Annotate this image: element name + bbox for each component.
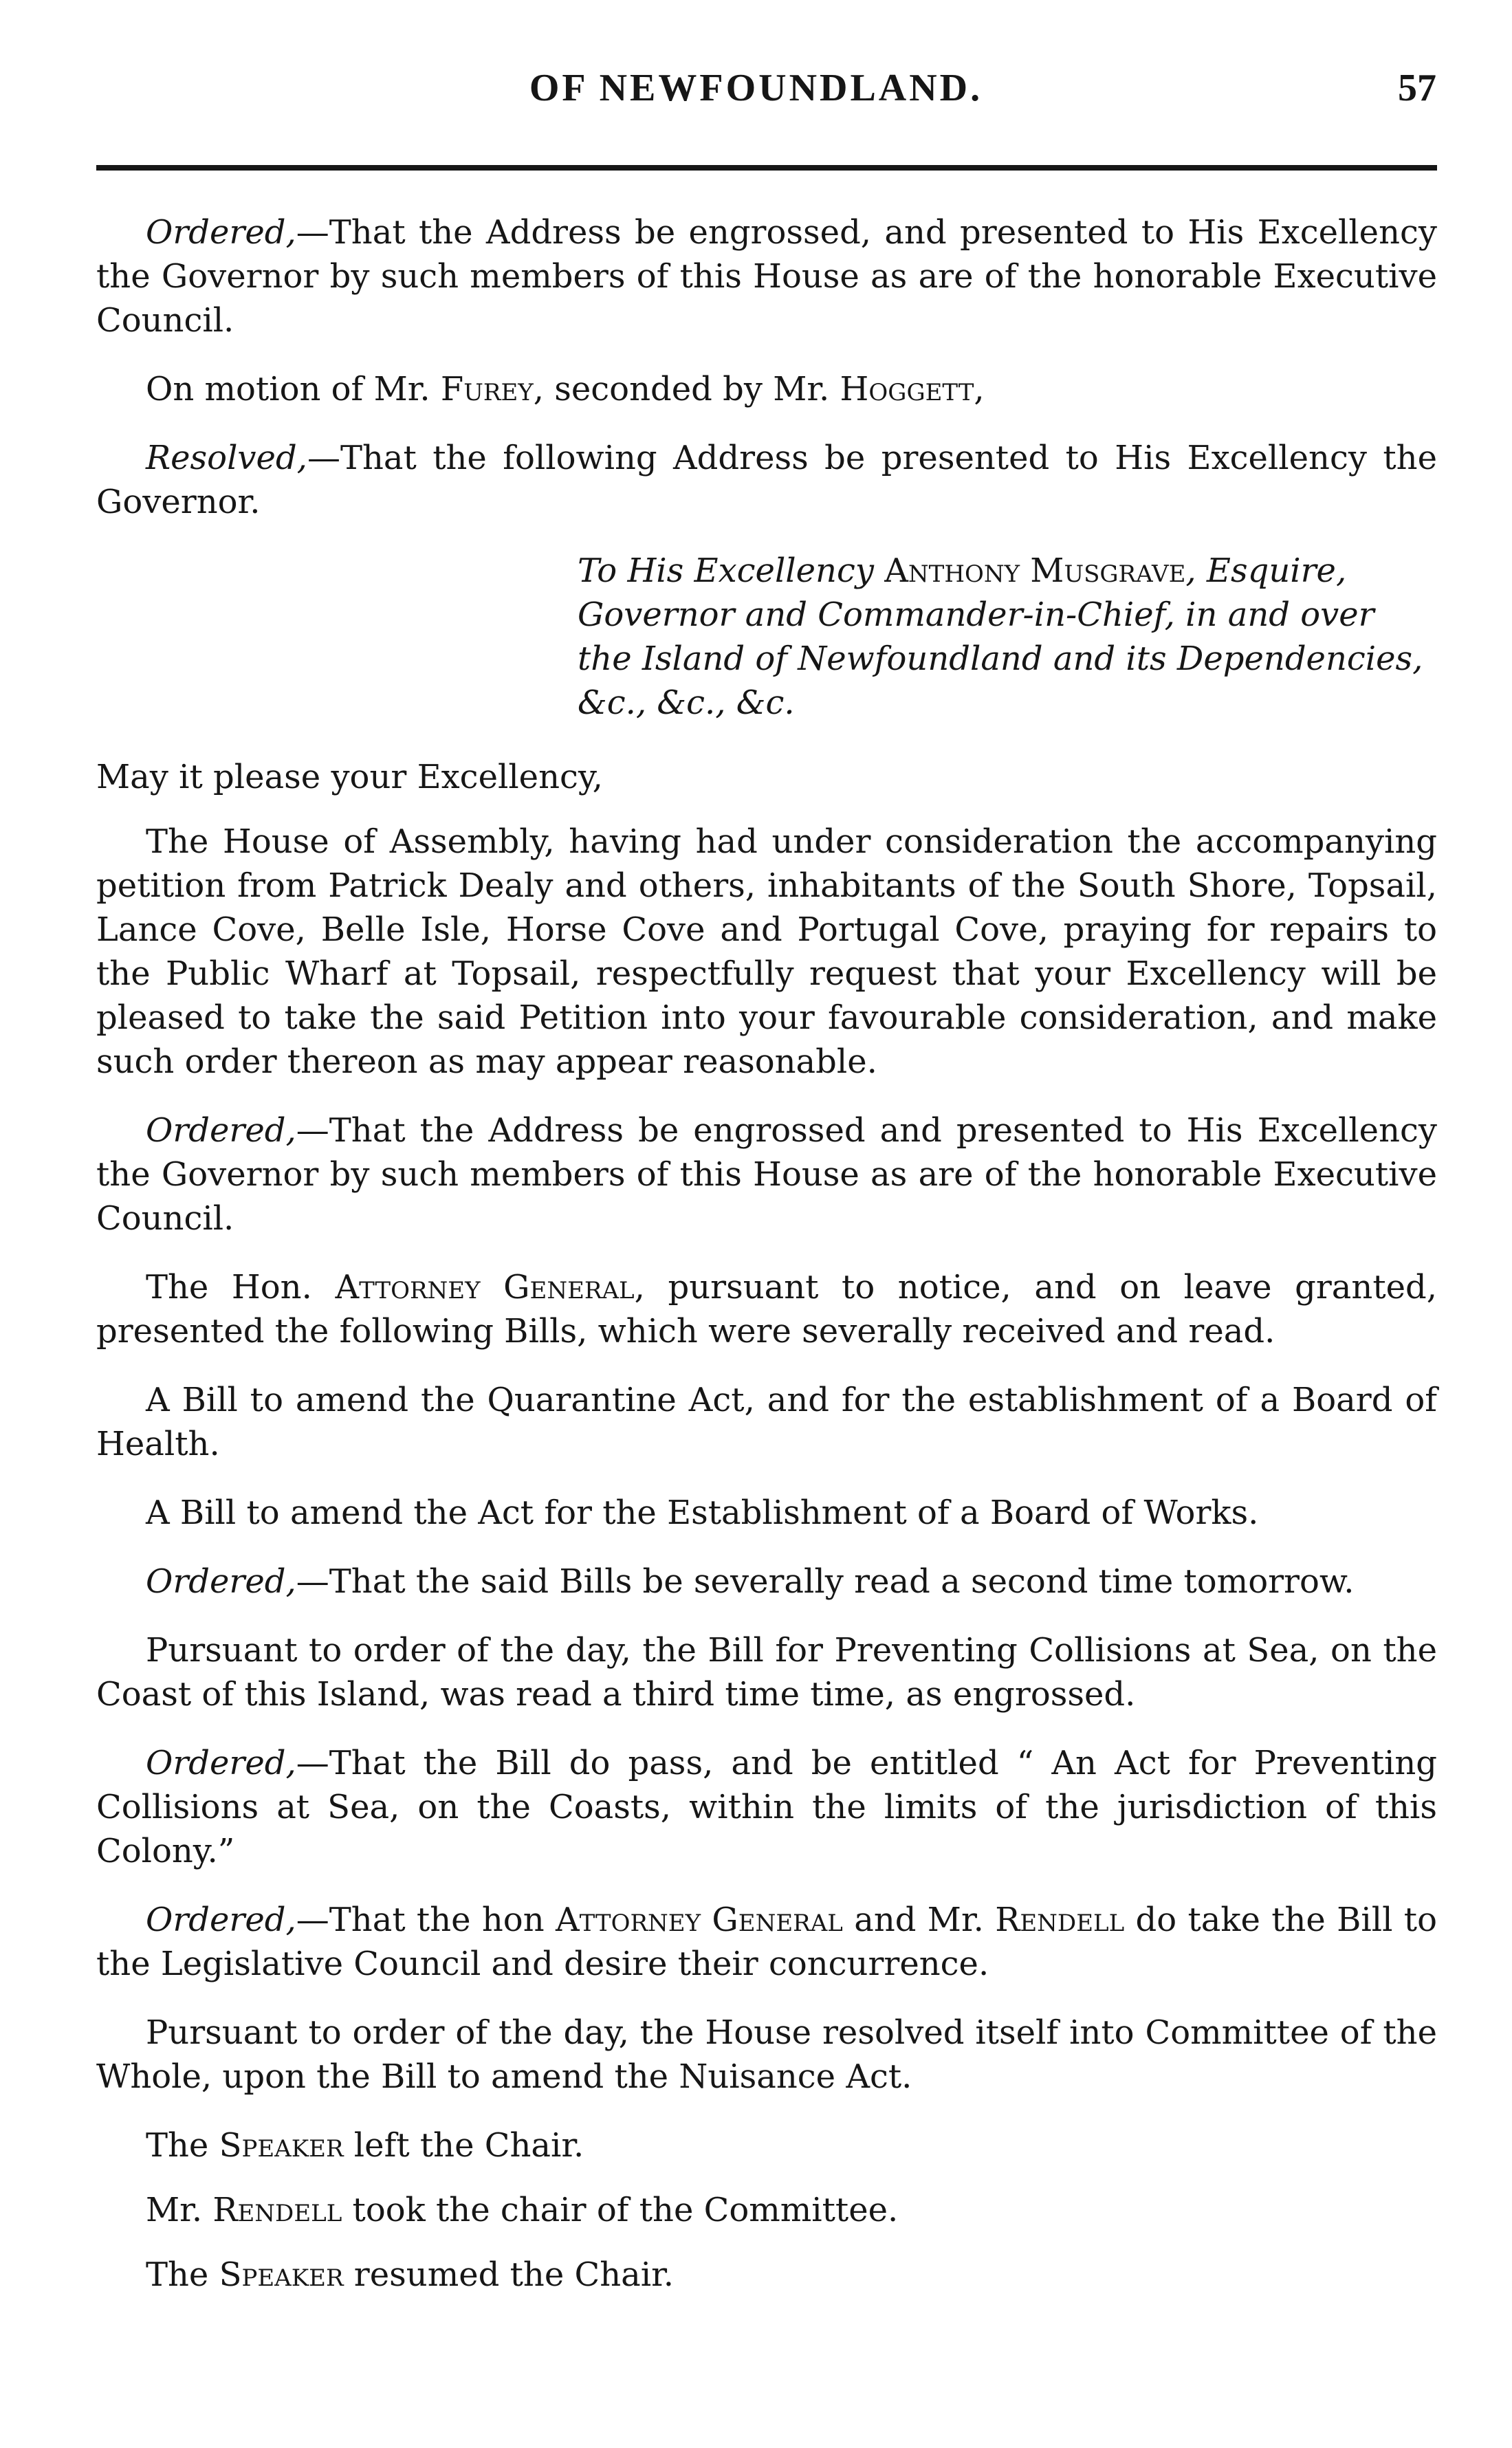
paragraph-text: —That the following Address be presented to His Excellency the Governor. (96, 439, 1437, 521)
paragraph-speaker-left (96, 2123, 1437, 2167)
paragraph-text: and Mr. (842, 1901, 996, 1939)
paragraph-lead: Ordered, (146, 1111, 296, 1150)
paragraph-text: On motion of Mr. (146, 370, 441, 408)
paragraph-lead: Ordered, (146, 213, 296, 252)
paragraph-text: A Bill to amend the Act for the Establishment of a Board of Works. (146, 1494, 1259, 1532)
paragraph-bill-quarantine (96, 1378, 1437, 1466)
paragraph-collisions-third-reading (96, 1628, 1437, 1716)
paragraph-text: Mr. (146, 2191, 213, 2229)
governor-name: Anthony Musgrave (884, 551, 1186, 590)
paragraph-text: —That the Address be engrossed, and presented to His Excellency the Governor by such members of this House as are of the honorable Executive Council. (96, 213, 1437, 340)
paragraph-text: took the chair of the Committee. (342, 2191, 899, 2229)
paragraph-lead: Resolved, (146, 439, 307, 477)
address-salutation (578, 549, 1437, 725)
paragraph-text: do take the Bill to the Legislative Council and desire their concurrence. (96, 1901, 1437, 1983)
paragraph-text: A Bill to amend the Quarantine Act, and for the establishment of a Board of Health. (96, 1381, 1437, 1463)
paragraph-text: The (146, 2126, 219, 2165)
paragraph-text: , pursuant to notice, and on leave granted, presented the following Bills, which were severally received and read. (96, 1268, 1437, 1351)
paragraph-rendell-chair (96, 2188, 1437, 2232)
paragraph-text: resumed the Chair. (343, 2255, 675, 2294)
header-divider (96, 165, 1437, 171)
paragraph-text: —That the said Bills be severally read a second time tomorrow. (296, 1562, 1355, 1601)
paragraph-petition (96, 820, 1437, 1084)
member-name: Rendell (995, 1901, 1125, 1939)
paragraph-text: The Hon. (146, 1268, 336, 1307)
member-name: Speaker (219, 2126, 344, 2165)
paragraph-text: , (974, 370, 985, 408)
paragraph-text: left the Chair. (343, 2126, 584, 2165)
paragraph-ordered-second-reading (96, 1560, 1437, 1604)
paragraph-text: —That the hon (296, 1901, 556, 1939)
paragraph-lead: Ordered, (146, 1562, 296, 1601)
paragraph-motion (96, 367, 1437, 411)
paragraph-text: —That the Address be engrossed and presented to His Excellency the Governor by such members of this House as are of the honorable Executive Council. (96, 1111, 1437, 1238)
paragraph-ordered-address-1 (96, 210, 1437, 342)
member-name: Attorney General (555, 1901, 843, 1939)
paragraph-bill-works (96, 1491, 1437, 1535)
member-name: Rendell (212, 2191, 342, 2229)
paragraph-lead: Ordered, (146, 1744, 296, 1782)
paragraph-committee-of-whole (96, 2011, 1437, 2099)
page-number: 57 (1398, 67, 1436, 109)
member-name: Furey (440, 370, 534, 408)
salutation-to: To His Excellency (578, 551, 885, 590)
paragraph-ordered-address-2 (96, 1108, 1437, 1241)
paragraph-text: The House of Assembly, having had under consideration the accompanying petition from Patrick Dealy and others, inhabitants of the South Shore, Topsail, Lance Cove, Belle Isle, Horse Cove and Portugal Cove, praying for repairs to the Public Wharf at Topsail, respectfully request that your Excellency will be pleased to take the said Petition into your favourable consideration, and make such order thereon as may appear reasonable. (96, 822, 1437, 1081)
paragraph-text: Pursuant to order of the day, the Bill for Preventing Collisions at Sea, on the Coast of this Island, was read a third time time, as engrossed. (96, 1631, 1437, 1714)
paragraph-ordered-bill-pass (96, 1741, 1437, 1873)
paragraph-greeting (96, 755, 1437, 799)
paragraph-speaker-resumed (96, 2253, 1437, 2297)
paragraph-text: Pursuant to order of the day, the House resolved itself into Committee of the Whole, upon the Bill to amend the Nuisance Act. (96, 2013, 1437, 2096)
member-name: Attorney General (335, 1268, 635, 1307)
paragraph-lead: Ordered, (146, 1901, 296, 1939)
paragraph-resolved (96, 436, 1437, 524)
paragraph-text: , seconded by Mr. (533, 370, 840, 408)
paragraph-ordered-legislative-council (96, 1898, 1437, 1986)
member-name: Hoggett (840, 370, 974, 408)
member-name: Speaker (219, 2255, 344, 2294)
paragraph-text: —That the Bill do pass, and be entitled “ An Act for Preventing Collisions at Sea, on the Coasts, within the limits of the jurisdiction of this Colony.” (96, 1744, 1437, 1870)
salutation-rest: , Esquire, Governor and Commander-in-Chief, in and over the Island of Newfoundland and its Dependencies, &c., &c., &c. (578, 551, 1423, 722)
page-header-title: OF NEWFOUNDLAND. (529, 67, 983, 109)
paragraph-text: May it please your Excellency, (96, 758, 603, 796)
paragraph-attorney-bills (96, 1265, 1437, 1353)
paragraph-text: The (146, 2255, 219, 2294)
document-body (96, 210, 1437, 2317)
